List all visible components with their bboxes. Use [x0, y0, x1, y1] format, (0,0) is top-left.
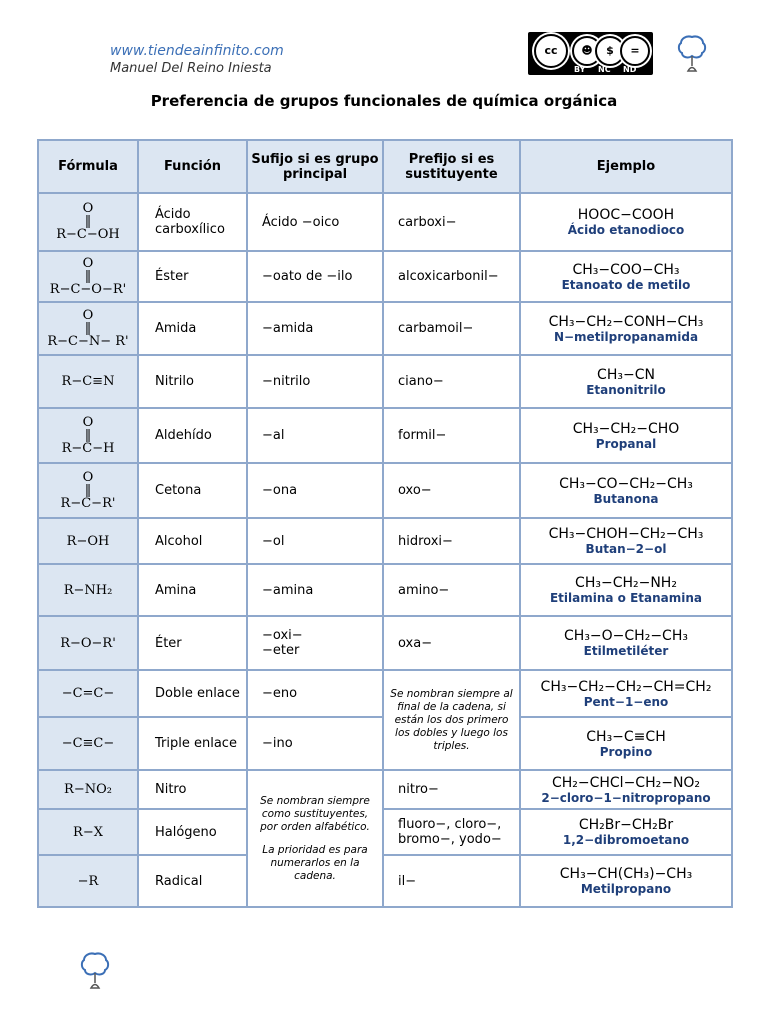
- table-row: [38, 518, 732, 564]
- formula-line: ‖: [84, 482, 92, 498]
- ejemplo-cell: [520, 717, 732, 770]
- sufijo-note-cell: [247, 770, 383, 907]
- formula-line: R−C−H: [61, 440, 115, 456]
- prefijo-cell: [383, 809, 520, 855]
- page-title: Preferencia de grupos funcionales de química orgánica: [150, 92, 618, 110]
- ejemplo-cell: [520, 564, 732, 616]
- sufijo-cell: [247, 616, 383, 670]
- example-formula: CH₃−CN: [597, 366, 655, 383]
- table-row: [38, 670, 732, 717]
- prefijo-cell: oxo−: [383, 463, 520, 518]
- sufijo-note-2: La prioridad es para numerarlos en la cadena.: [262, 843, 368, 882]
- ejemplo-cell: [520, 408, 732, 463]
- formula-line: O: [82, 307, 94, 323]
- by-label: BY: [574, 65, 586, 74]
- ejemplo-cell: [520, 518, 732, 564]
- funcion-cell: Alcohol: [138, 518, 247, 564]
- col-header-ejemplo: Ejemplo: [520, 140, 732, 193]
- formula-line: O: [82, 201, 94, 216]
- table-row: [38, 408, 732, 463]
- formula-cell: R−NO₂: [38, 770, 138, 809]
- col-header-prefijo: Prefijo si es sustituyente: [383, 140, 520, 193]
- example-name: Metilpropano: [580, 882, 672, 896]
- funcion-cell: Ácido carboxílico: [138, 193, 247, 251]
- funcion-cell: Triple enlace: [138, 717, 247, 770]
- cc-license-badge: [528, 32, 653, 75]
- formula-cell: −C=C−: [38, 670, 138, 717]
- funcion-cell: Amida: [138, 302, 247, 355]
- prefijo-cell: nitro−: [383, 770, 520, 809]
- ejemplo-cell: [520, 809, 732, 855]
- example-formula: CH₂Br−CH₂Br: [578, 817, 674, 833]
- sufijo-line: −oxi−: [262, 628, 303, 643]
- funcion-cell: Doble enlace: [138, 670, 247, 717]
- example-formula: CH₃−O−CH₂−CH₃: [564, 628, 688, 644]
- example-formula: CH₃−COO−CH₃: [572, 261, 680, 278]
- formula-line: O: [82, 255, 94, 271]
- functional-groups-table: [37, 139, 733, 908]
- example-name: Butan−2−ol: [585, 542, 667, 556]
- example-formula: CH₂−CHCl−CH₂−NO₂: [551, 774, 701, 791]
- prefijo-line: fluoro−, cloro−,: [398, 817, 502, 832]
- ejemplo-cell: [520, 251, 732, 302]
- funcion-cell: Halógeno: [138, 809, 247, 855]
- prefijo-cell: amino−: [383, 564, 520, 616]
- formula-line: R−C−R': [60, 495, 116, 511]
- formula-cell: −C≡C−: [38, 717, 138, 770]
- sufijo-note-1: Se nombran siempre como sustituyentes, por orden alfabético.: [260, 794, 370, 833]
- example-formula: CH₃−CH₂−NH₂: [575, 575, 677, 591]
- formula-line: O: [82, 414, 94, 430]
- funcion-cell: Nitro: [138, 770, 247, 809]
- funcion-cell: Aldehído: [138, 408, 247, 463]
- prefijo-note-cell: Se nombran siempre al final de la cadena, si están los dos primero los dobles y luego los triples.: [383, 670, 520, 770]
- example-name: 1,2−dibromoetano: [562, 833, 690, 847]
- funcion-cell: Amina: [138, 564, 247, 616]
- prefijo-cell: formil−: [383, 408, 520, 463]
- prefijo-cell: ciano−: [383, 355, 520, 408]
- col-header-funcion: Función: [138, 140, 247, 193]
- sufijo-cell: Ácido −oico: [247, 193, 383, 251]
- formula-cell: [38, 408, 138, 463]
- formula-line: O: [82, 469, 94, 485]
- formula-line: R−C−N− R': [47, 333, 129, 349]
- example-formula: CH₃−CO−CH₂−CH₃: [559, 475, 693, 492]
- ejemplo-cell: [520, 193, 732, 251]
- author-name: Manuel Del Reino Iniesta: [110, 61, 272, 76]
- example-name: Pent−1−eno: [583, 694, 669, 709]
- table-row: [38, 616, 732, 670]
- formula-line: ‖: [84, 427, 92, 443]
- funcion-cell: Radical: [138, 855, 247, 907]
- formula-cell: [38, 251, 138, 302]
- example-name: Etanonitrilo: [586, 382, 666, 397]
- prefijo-cell: oxa−: [383, 616, 520, 670]
- tree-logo-footer-icon: [79, 950, 111, 992]
- formula-line: R−C−O−R': [49, 281, 127, 297]
- example-name: Etanoato de metilo: [561, 277, 691, 292]
- ejemplo-cell: [520, 855, 732, 907]
- funcion-cell: Cetona: [138, 463, 247, 518]
- prefijo-cell: alcoxicarbonil−: [383, 251, 520, 302]
- table-row: [38, 355, 732, 408]
- example-name: Ácido etanodioco: [567, 223, 685, 237]
- table-row: [38, 193, 732, 251]
- col-header-formula: Fórmula: [38, 140, 138, 193]
- table-row: [38, 251, 732, 302]
- formula-cell: R−OH: [38, 518, 138, 564]
- table-row: [38, 855, 732, 907]
- example-name: Propino: [599, 744, 653, 759]
- ejemplo-cell: [520, 670, 732, 717]
- table-row: [38, 564, 732, 616]
- example-formula: CH₃−CH₂−CH₂−CH=CH₂: [540, 678, 712, 695]
- prefijo-line: bromo−, yodo−: [398, 832, 502, 847]
- example-formula: CH₃−CH(CH₃)−CH₃: [559, 866, 693, 882]
- sufijo-cell: −al: [247, 408, 383, 463]
- ejemplo-cell: [520, 302, 732, 355]
- funcion-cell: Éter: [138, 616, 247, 670]
- table-row: [38, 809, 732, 855]
- by-icon: ☻: [572, 36, 602, 66]
- formula-cell: R−O−R': [38, 616, 138, 670]
- sufijo-cell: −eno: [247, 670, 383, 717]
- example-name: Propanal: [595, 436, 657, 451]
- example-name: N−metilpropanamida: [553, 329, 699, 344]
- sufijo-cell: −ona: [247, 463, 383, 518]
- formula-line: ‖: [84, 214, 92, 229]
- sufijo-cell: −ino: [247, 717, 383, 770]
- funcion-cell: Nitrilo: [138, 355, 247, 408]
- table-row: [38, 463, 732, 518]
- formula-line: R−C−OH: [56, 227, 120, 242]
- table-header-row: [38, 140, 732, 193]
- prefijo-cell: carbamoil−: [383, 302, 520, 355]
- table-row: [38, 770, 732, 809]
- sufijo-cell: −amina: [247, 564, 383, 616]
- tree-logo-icon: [676, 33, 708, 75]
- nd-label: ND: [623, 65, 637, 74]
- prefijo-cell: il−: [383, 855, 520, 907]
- formula-cell: R−X: [38, 809, 138, 855]
- ejemplo-cell: [520, 463, 732, 518]
- sufijo-cell: −oato de −ilo: [247, 251, 383, 302]
- example-name: Etilmetiléter: [583, 644, 669, 658]
- cc-icon: cc: [534, 34, 568, 68]
- formula-cell: [38, 302, 138, 355]
- formula-cell: [38, 193, 138, 251]
- example-formula: HOOC−COOH: [577, 207, 675, 223]
- example-name: Butanona: [593, 491, 659, 506]
- example-formula: CH₃−CH₂−CONH−CH₃: [548, 313, 704, 330]
- example-name: 2−cloro−1−nitropropano: [541, 790, 711, 805]
- example-formula: CH₃−CHOH−CH₂−CH₃: [548, 526, 704, 542]
- formula-cell: R−NH₂: [38, 564, 138, 616]
- ejemplo-cell: [520, 770, 732, 809]
- nd-icon: =: [620, 36, 650, 66]
- prefijo-cell: hidroxi−: [383, 518, 520, 564]
- example-formula: CH₃−CH₂−CHO: [572, 420, 680, 437]
- formula-cell: R−C≡N: [38, 355, 138, 408]
- sufijo-line: −eter: [262, 643, 300, 658]
- table-row: [38, 302, 732, 355]
- sufijo-cell: −ol: [247, 518, 383, 564]
- sufijo-cell: −nitrilo: [247, 355, 383, 408]
- site-url[interactable]: www.tiendeainfinito.com: [110, 43, 284, 59]
- ejemplo-cell: [520, 355, 732, 408]
- example-name: Etilamina o Etanamina: [549, 591, 703, 605]
- example-formula: CH₃−C≡CH: [586, 728, 666, 745]
- col-header-sufijo: Sufijo si es grupo principal: [247, 140, 383, 193]
- formula-cell: −R: [38, 855, 138, 907]
- ejemplo-cell: [520, 616, 732, 670]
- prefijo-cell: carboxi−: [383, 193, 520, 251]
- formula-line: ‖: [84, 320, 92, 336]
- nc-label: NC: [598, 65, 611, 74]
- nc-icon: $: [595, 36, 625, 66]
- funcion-cell: Éster: [138, 251, 247, 302]
- formula-cell: [38, 463, 138, 518]
- sufijo-cell: −amida: [247, 302, 383, 355]
- formula-line: ‖: [84, 268, 92, 284]
